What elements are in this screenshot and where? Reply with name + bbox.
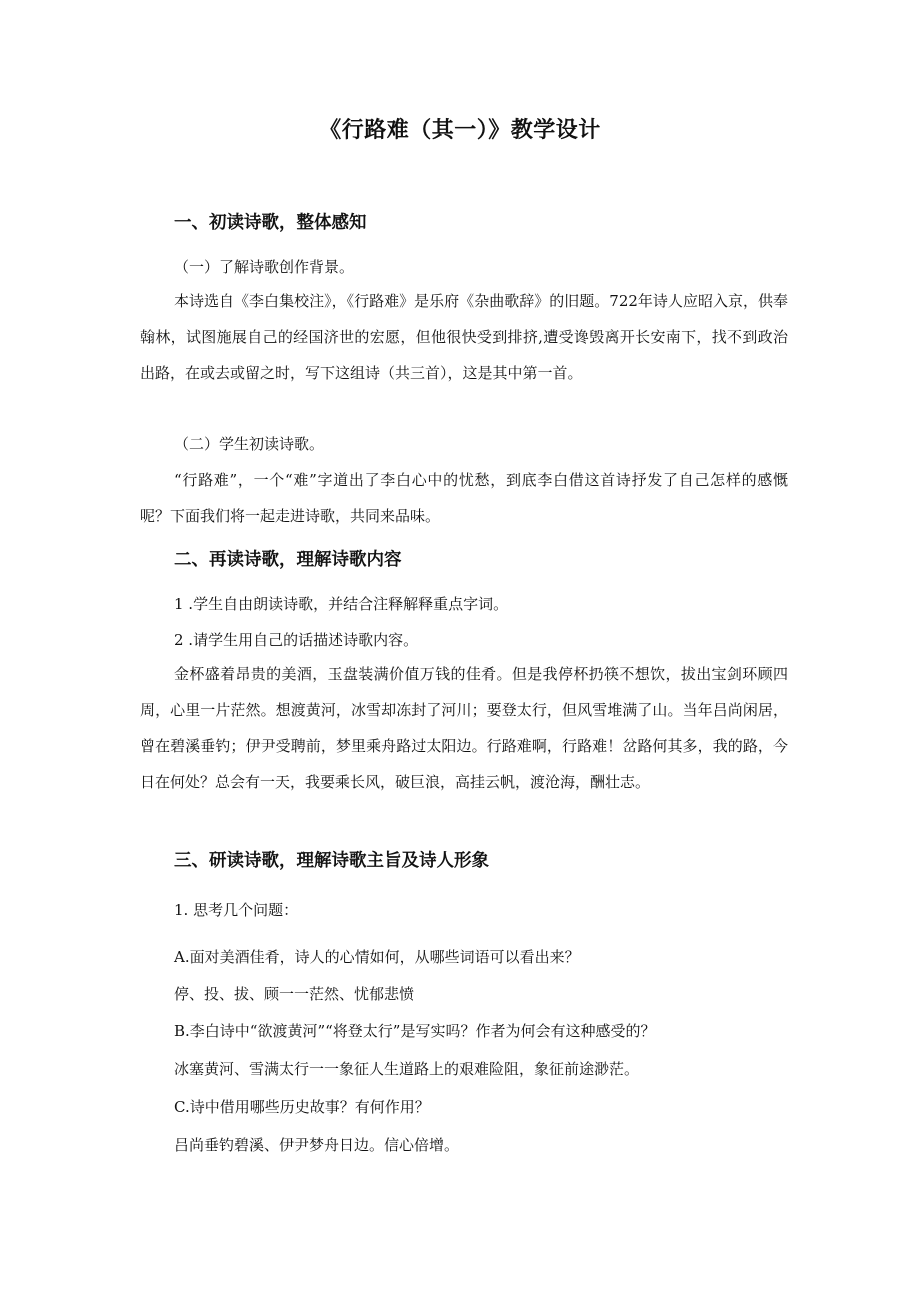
question-b: B.李白诗中“欲渡黄河”“将登太行”是写实吗？作者为何会有这种感受的？ bbox=[174, 1022, 656, 1040]
list-item-describe: 2 .请学生用自己的话描述诗歌内容。 bbox=[174, 631, 419, 649]
question-a: A.面对美酒佳肴，诗人的心情如何，从哪些词语可以看出来？ bbox=[174, 948, 580, 966]
list-item-questions: 1. 思考几个问题： bbox=[174, 901, 299, 919]
question-c: C.诗中借用哪些历史故事？有何作用？ bbox=[174, 1098, 430, 1116]
paragraph-poem-translation: 金杯盛着昂贵的美酒，玉盘装满价值万钱的佳肴。但是我停杯扔筷不想饮，拔出宝剑环顾四周，心里一片茫然。想渡黄河，冰雪却冻封了河川；要登太行，但风雪堆满了山。当年吕尚闲居，曾在碧溪垂钓；伊尹受聘前，梦里乘舟路过太阳边。行路难啊，行路难！岔路何其多，我的路，今日在何处？总会有一天，我要乘长风，破巨浪，高挂云帆，渡沧海，酬壮志。 bbox=[140, 665, 788, 791]
section-heading-1: 一、初读诗歌，整体感知 bbox=[174, 213, 367, 233]
paragraph-background: 本诗选自《李白集校注》，《行路难》是乐府《杂曲歌辞》的旧题。722年诗人应昭入京，供奉翰林，试图施展自己的经国济世的宏愿，但他很快受到排挤,遭受谗毁离开长安南下，找不到政治出路，在或去或留之时，写下这组诗（共三首），这是其中第一首。 bbox=[140, 292, 788, 382]
answer-a: 停、投、拔、顾一一茫然、忧郁悲愤 bbox=[174, 985, 415, 1003]
subheading-first-reading: （二）学生初读诗歌。 bbox=[174, 435, 325, 453]
section-heading-2: 二、再读诗歌，理解诗歌内容 bbox=[174, 550, 402, 570]
paragraph-introduction: “行路难”，一个“难”字道出了李白心中的忧愁，到底李白借这首诗抒发了自己怎样的感慨呢？下面我们将一起走进诗歌，共同来品味。 bbox=[140, 471, 788, 525]
answer-b: 冰塞黄河、雪满太行一一象征人生道路上的艰难险阻，象征前途渺茫。 bbox=[174, 1060, 640, 1078]
section-heading-3: 三、研读诗歌，理解诗歌主旨及诗人形象 bbox=[174, 851, 489, 871]
answer-c: 吕尚垂钓碧溪、伊尹梦舟日边。信心倍增。 bbox=[174, 1136, 460, 1154]
list-item-read-aloud: 1 .学生自由朗读诗歌，并结合注释解释重点字词。 bbox=[174, 595, 509, 613]
subheading-background: （一）了解诗歌创作背景。 bbox=[174, 258, 355, 276]
document-title: 《行路难（其一）》教学设计 bbox=[319, 118, 601, 143]
